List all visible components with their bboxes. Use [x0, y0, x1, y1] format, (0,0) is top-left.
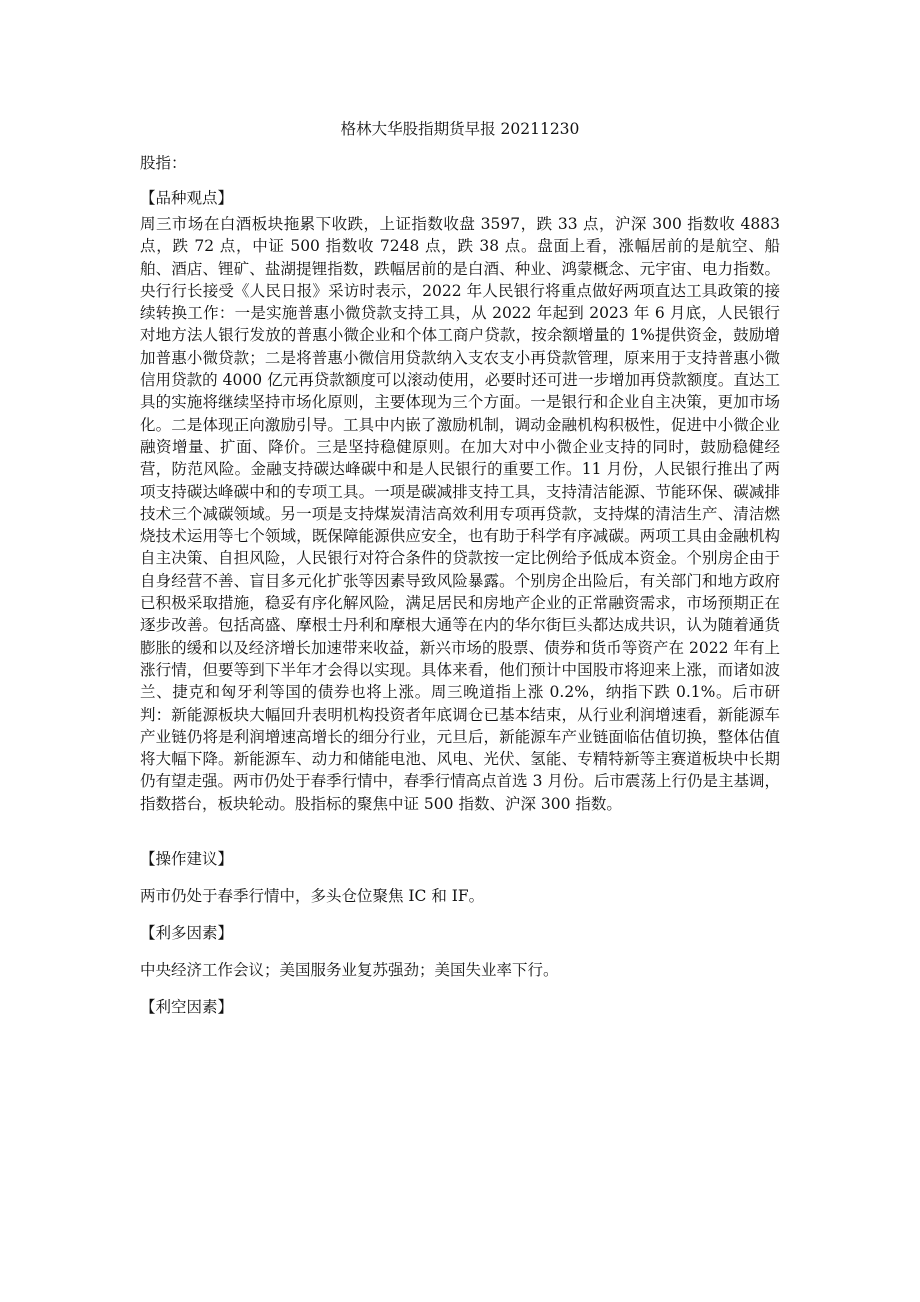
- report-page: [140, 118, 780, 1033]
- advice-body: 两市仍处于春季行情中，多头仓位聚焦 IC 和 IF。: [140, 887, 485, 906]
- report-title: 格林大华股指期货早报 20211230: [340, 120, 580, 138]
- subject-label: 股指：: [140, 154, 187, 172]
- bullish-heading: 【利多因素】: [140, 924, 234, 943]
- section-spacer: [140, 815, 780, 848]
- advice-heading: 【操作建议】: [140, 850, 234, 869]
- view-heading: 【品种观点】: [140, 189, 234, 207]
- view-body: 周三市场在白酒板块拖累下收跌，上证指数收盘 3597，跌 33 点，沪深 300 指数收 4883 点，跌 72 点，中证 500 指数收 7248 点，跌 38 点。盘面上看，涨幅居前的是航空、船舶、酒店、锂矿、盐湖提锂指数，跌幅居前的是白酒、种业、鸿蒙概念、元宇宙、电力指数。央行行长接受《人民日报》采访时表示，2022 年人民银行将重点做好两项直达工具政策的接续转换工作：一是实施普惠小微贷款支持工具，从 2022 年起到 2023 年 6 月底，人民银行对地方法人银行发放的普惠小微企业和个体工商户贷款，按余额增量的 1%提供资金，鼓励增加普惠小微贷款；二是将普惠小微信用贷款纳入支农支小再贷款管理，原来用于支持普惠小微信用贷款的 4000 亿元再贷款额度可以滚动使用，必要时还可进一步增加再贷款额度。直达工具的实施将继续坚持市场化原则，主要体现为三个方面。一是银行和企业自主决策，更加市场化。二是体现正向激励引导。工具中内嵌了激励机制，调动金融机构积极性，促进中小微企业融资增量、扩面、降价。三是坚持稳健原则。在加大对中小微企业支持的同时，鼓励稳健经营，防范风险。金融支持碳达峰碳中和是人民银行的重要工作。11 月份，人民银行推出了两项支持碳达峰碳中和的专项工具。一项是碳减排支持工具，支持清洁能源、节能环保、碳减排技术三个减碳领域。另一项是支持煤炭清洁高效利用专项再贷款，支持煤的清洁生产、清洁燃烧技术运用等七个领域，既保障能源供应安全，也有助于科学有序减碳。两项工具由金融机构自主决策、自担风险，人民银行对符合条件的贷款按一定比例给予低成本资金。个别房企由于自身经营不善、盲目多元化扩张等因素导致风险暴露。个别房企出险后，有关部门和地方政府已积极采取措施，稳妥有序化解风险，满足居民和房地产企业的正常融资需求，市场预期正在逐步改善。包括高盛、摩根士丹利和摩根大通等在内的华尔街巨头都达成共识，认为随着通货膨胀的缓和以及经济增长加速带来收益，新兴市场的股票、债券和货币等资产在 2022 年有上涨行情，但要等到下半年才会得以实现。具体来看，他们预计中国股市将迎来上涨，而诸如波兰、捷克和匈牙利等国的债券也将上涨。周三晚道指上涨 0.2%，纳指下跌 0.1%。后市研判：新能源板块大幅回升表明机构投资者年底调仓已基本结束，从行业利润增速看，新能源车产业链仍将是利润增速高增长的细分行业，元旦后，新能源车产业链面临估值切换，整体估值将大幅下降。新能源车、动力和储能电池、风电、光伏、氢能、专精特新等主赛道板块中长期仍有望走强。两市仍处于春季行情中，春季行情高点首选 3 月份。后市震荡上行仍是主基调，指数搭台，板块轮动。股指标的聚焦中证 500 指数、沪深 300 指数。: [140, 215, 780, 813]
- bearish-heading: 【利空因素】: [140, 998, 234, 1017]
- bullish-body: 中央经济工作会议；美国服务业复苏强劲；美国失业率下行。: [140, 961, 559, 980]
